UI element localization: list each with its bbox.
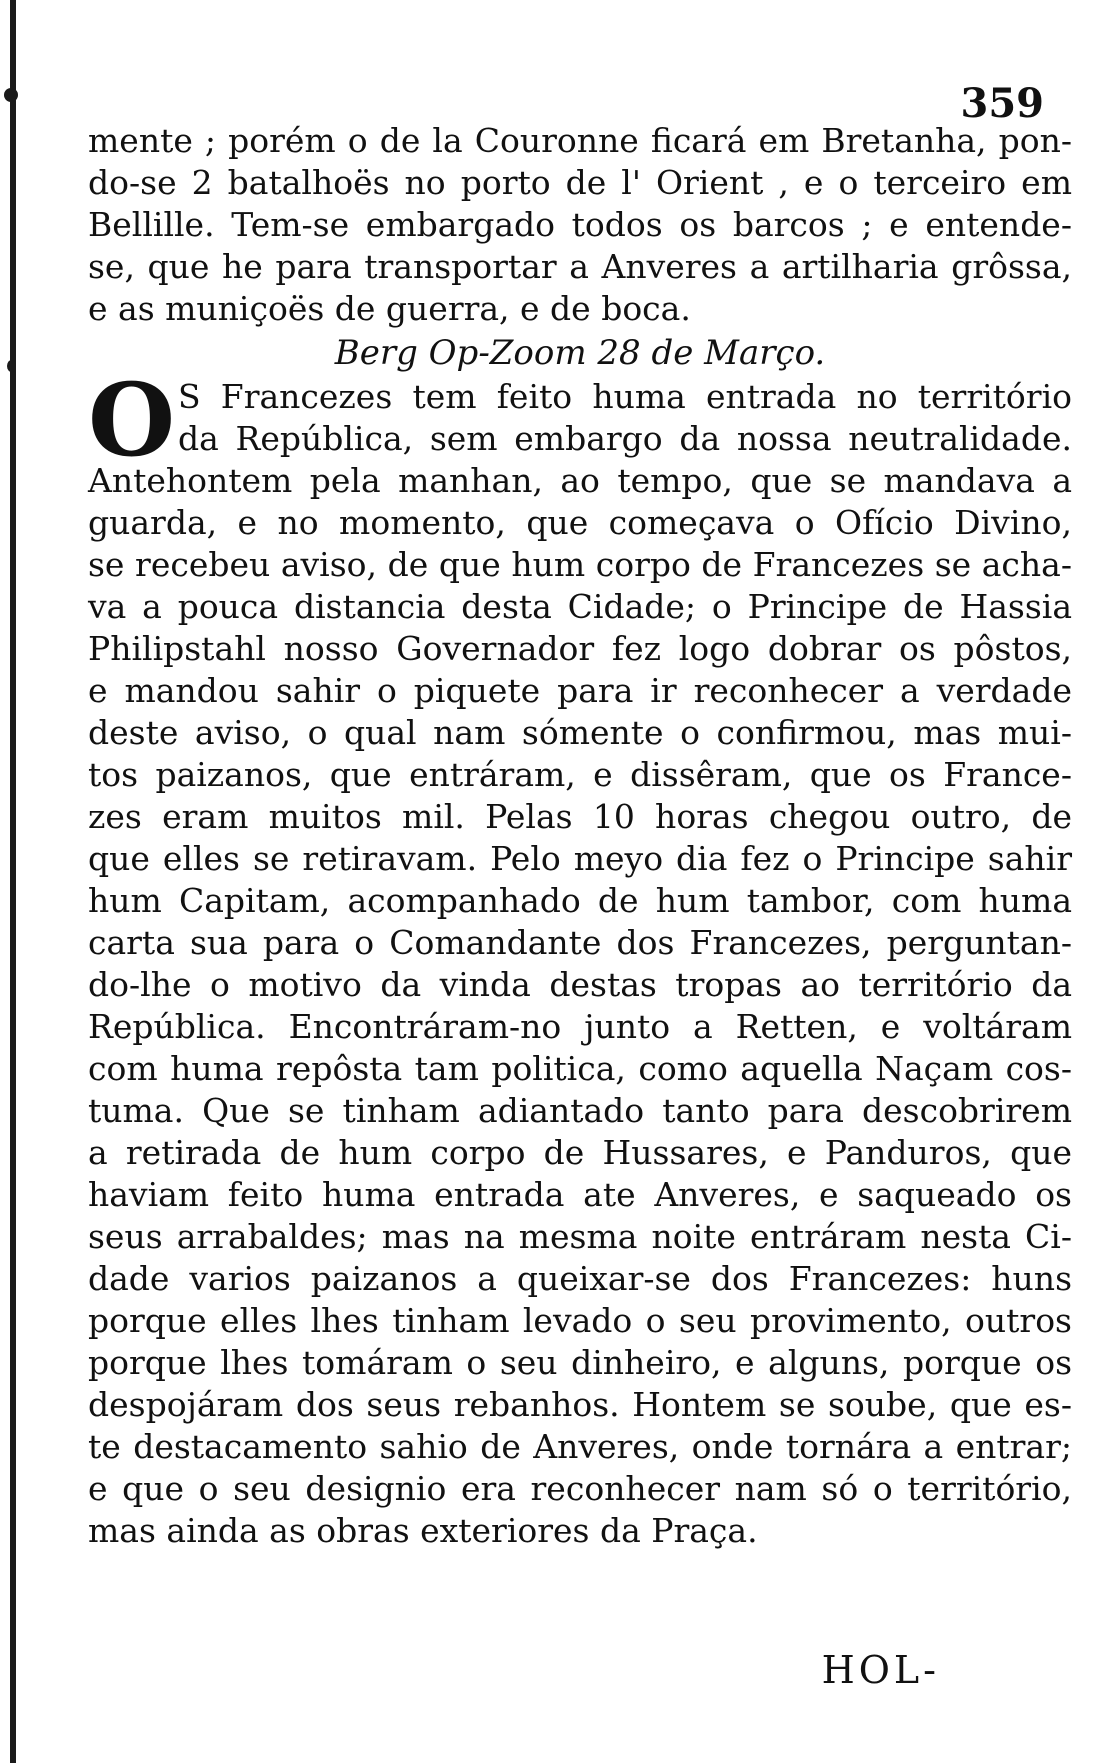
text-line: e que o seu designio era reconhecer nam só o território, <box>88 1469 1072 1508</box>
text-line: da República, sem embargo da nossa neutralidade. <box>178 419 1072 458</box>
text-line: carta sua para o Comandante dos Francezes, perguntan- <box>88 923 1072 962</box>
text-block <box>88 120 1072 1552</box>
text-line: que elles se retiravam. Pelo meyo dia fez o Principe sahir <box>88 839 1072 878</box>
catchword: HOL- <box>821 1648 940 1692</box>
text-line: seus arrabaldes; mas na mesma noite entráram nesta Ci- <box>88 1217 1072 1256</box>
dateline-heading: Berg Op-Zoom 28 de Março. <box>334 333 826 373</box>
page-number: 359 <box>960 80 1044 127</box>
text-line: dade varios paizanos a queixar-se dos Francezes: huns <box>88 1259 1072 1298</box>
text-line: zes eram muitos mil. Pelas 10 horas chegou outro, de <box>88 797 1072 836</box>
text-line: porque lhes tomáram o seu dinheiro, e alguns, porque os <box>88 1343 1072 1382</box>
text-line: República. Encontráram-no junto a Retten, e voltáram <box>88 1007 1072 1046</box>
text-line: despojáram dos seus rebanhos. Hontem se soube, que es- <box>88 1385 1072 1424</box>
text-line: Philipstahl nosso Governador fez logo dobrar os pôstos, <box>88 629 1072 668</box>
text-line: se, que he para transportar a Anveres a artilharia grôssa, <box>88 247 1072 286</box>
binding-edge <box>10 0 16 1763</box>
text-line: te destacamento sahio de Anveres, onde tornára a entrar; <box>88 1427 1072 1466</box>
text-line: do-se 2 batalhoës no porto de l' Orient , e o terceiro em <box>88 163 1072 202</box>
text-line: tuma. Que se tinham adiantado tanto para descobrirem <box>88 1091 1072 1130</box>
text-line: deste aviso, o qual nam sómente o confirmou, mas mui- <box>88 713 1072 752</box>
text-line: Bellille. Tem-se embargado todos os barcos ; e entende- <box>88 205 1072 244</box>
text-line: tos paizanos, que entráram, e dissêram, que os France- <box>88 755 1072 794</box>
text-line: e as muniçoës de guerra, e de boca. <box>88 289 691 328</box>
text-line: e mandou sahir o piquete para ir reconhecer a verdade <box>88 671 1072 710</box>
text-line: a retirada de hum corpo de Hussares, e Panduros, que <box>88 1133 1072 1172</box>
ink-mark <box>7 360 16 372</box>
text-line: porque elles lhes tinham levado o seu provimento, outros <box>88 1301 1072 1340</box>
text-line: com huma repôsta tam politica, como aquella Naçam cos- <box>88 1049 1072 1088</box>
text-line: guarda, e no momento, que começava o Ofício Divino, <box>88 503 1072 542</box>
drop-cap: O <box>88 361 176 479</box>
text-line: se recebeu aviso, de que hum corpo de Francezes se acha- <box>88 545 1072 584</box>
drop-cap-paragraph <box>88 361 1072 479</box>
text-line: haviam feito huma entrada ate Anveres, e saqueado os <box>88 1175 1072 1214</box>
text-line: do-lhe o motivo da vinda destas tropas ao território da <box>88 965 1072 1004</box>
text-line: hum Capitam, acompanhado de hum tambor, com huma <box>88 881 1072 920</box>
text-line: mente ; porém o de la Couronne ficará em Bretanha, pon- <box>88 121 1072 160</box>
ink-mark <box>4 88 18 102</box>
text-line: S Francezes tem feito huma entrada no território <box>178 377 1072 416</box>
text-line: va a pouca distancia desta Cidade; o Principe de Hassia <box>88 587 1072 626</box>
text-line: Antehontem pela manhan, ao tempo, que se mandava a <box>88 461 1072 500</box>
text-line: mas ainda as obras exteriores da Praça. <box>88 1511 758 1550</box>
